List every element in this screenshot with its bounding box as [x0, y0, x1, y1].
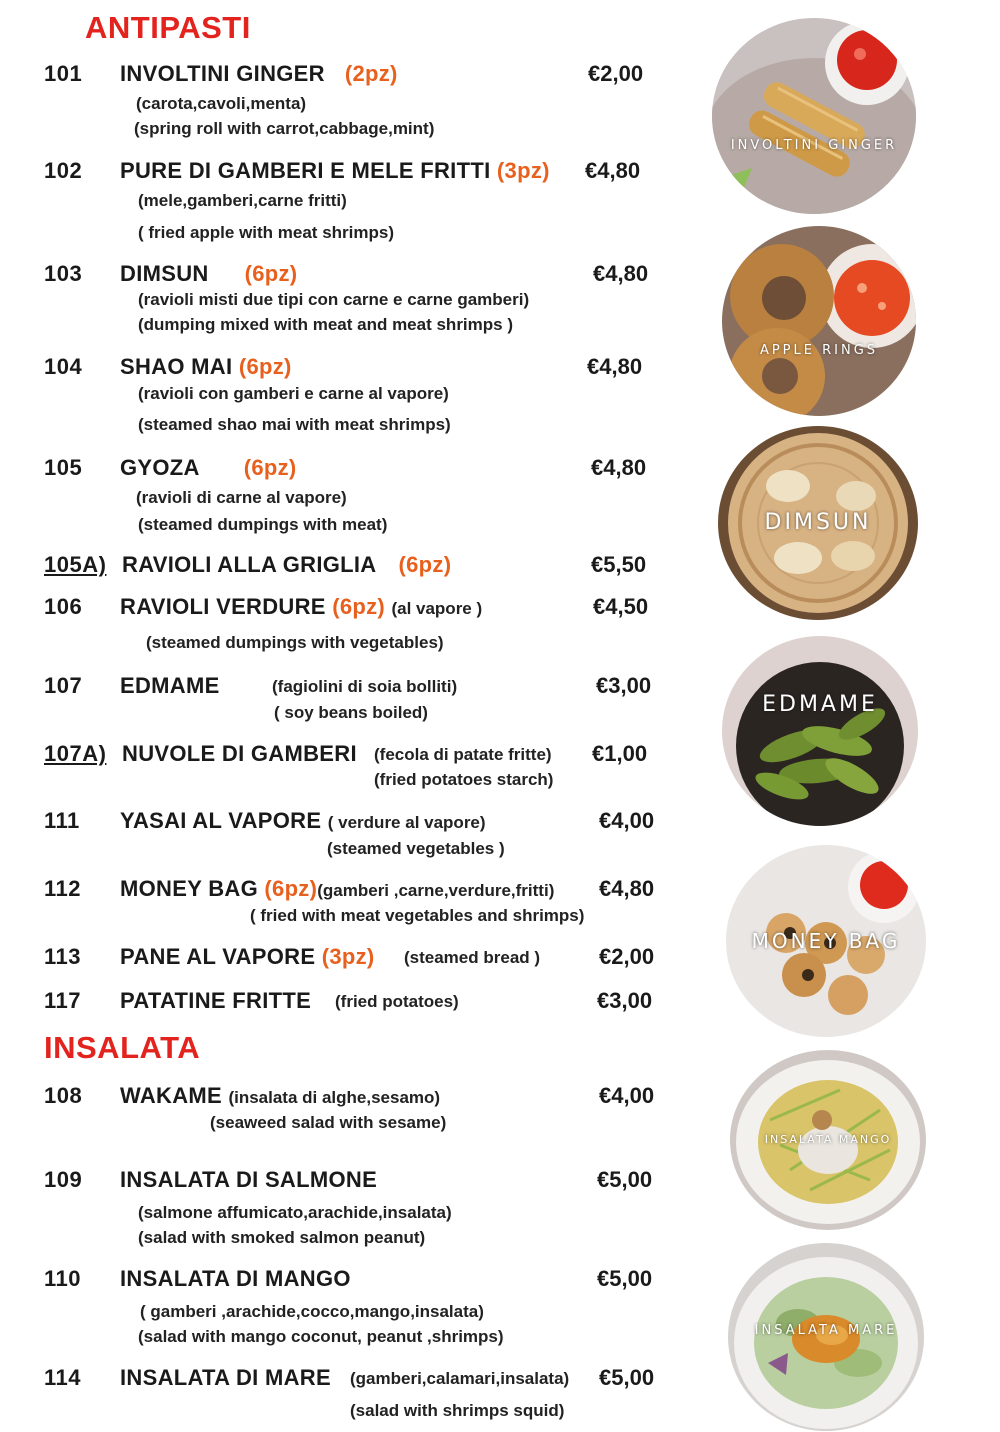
- item-inline-desc: (al vapore ): [391, 599, 483, 618]
- item-qty: (2pz): [344, 61, 398, 86]
- item-price: €4,80: [593, 261, 649, 286]
- item-desc-en: (salad with shrimps squid): [350, 1401, 565, 1420]
- item-name-text: PANE AL VAPORE: [120, 944, 316, 969]
- item-inline-desc: (insalata di alghe,sesamo): [228, 1088, 441, 1107]
- item-name-text: RAVIOLI ALLA GRIGLIA: [122, 552, 377, 577]
- item-name-text: GYOZA: [120, 455, 200, 480]
- item-code: 105: [44, 455, 83, 480]
- section-title-antipasti: ANTIPASTI: [85, 10, 251, 45]
- item-desc-en: (fried potatoes starch): [374, 770, 554, 789]
- item-desc-en: (salad with mango coconut, peanut ,shrimps): [138, 1327, 504, 1346]
- item-name: [122, 741, 357, 767]
- item-name: [120, 594, 482, 620]
- item-name: [120, 673, 220, 699]
- item-qty: (3pz): [321, 944, 375, 969]
- item-inline-desc: ( verdure al vapore): [327, 813, 486, 832]
- item-inline-desc: (gamberi,calamari,insalata): [350, 1369, 570, 1388]
- item-qty: (3pz): [496, 158, 550, 183]
- item-desc-it: (carota,cavoli,menta): [136, 94, 307, 113]
- item-code: 109: [44, 1167, 83, 1192]
- item-code: 112: [44, 876, 81, 901]
- item-code: 105A): [44, 552, 107, 577]
- item-name-text: YASAI AL VAPORE: [120, 808, 322, 833]
- item-code: 110: [44, 1266, 81, 1291]
- item-code: 106: [44, 594, 83, 619]
- photo-caption: INVOLTINI GINGER: [730, 138, 898, 153]
- item-desc-en: (steamed dumpings with meat): [138, 515, 388, 534]
- photo-caption: APPLE RINGS: [759, 343, 879, 358]
- food-photo-involtini: [712, 18, 916, 214]
- item-code: 101: [44, 61, 83, 86]
- item-name-text: WAKAME: [120, 1083, 223, 1108]
- item-inline-desc: (fried potatoes): [335, 992, 459, 1011]
- item-name: [120, 354, 292, 380]
- item-name: [120, 808, 486, 834]
- food-photo-dimsun: [718, 426, 918, 620]
- item-desc-en: ( fried apple with meat shrimps): [138, 223, 394, 242]
- item-desc-it: (ravioli di carne al vapore): [136, 488, 347, 507]
- item-desc-it: (ravioli misti due tipi con carne e carne gamberi): [138, 290, 530, 309]
- item-name-text: INSALATA DI SALMONE: [120, 1167, 378, 1192]
- item-desc-en: (steamed shao mai with meat shrimps): [138, 415, 451, 434]
- food-photo-insalata-mare: [728, 1243, 924, 1431]
- item-name: [120, 158, 550, 184]
- item-price: €4,00: [599, 808, 655, 833]
- item-name: [120, 1167, 377, 1193]
- item-price: €4,80: [585, 158, 641, 183]
- food-photo-apple-rings: [722, 226, 916, 416]
- item-name: [120, 876, 554, 902]
- item-code: 117: [44, 988, 81, 1013]
- item-code: 114: [44, 1365, 81, 1390]
- item-price: €4,80: [591, 455, 647, 480]
- item-desc-en: (salad with smoked salmon peanut): [138, 1228, 426, 1247]
- item-inline-desc: (fecola di patate fritte): [374, 745, 552, 764]
- item-desc-en: ( fried with meat vegetables and shrimps): [250, 906, 585, 925]
- item-price: €3,00: [597, 988, 653, 1013]
- item-name-text: SHAO MAI: [120, 354, 233, 379]
- item-inline-desc: (steamed bread ): [404, 948, 541, 967]
- item-name-text: RAVIOLI VERDURE: [120, 594, 326, 619]
- item-name-text: INVOLTINI GINGER: [120, 61, 325, 86]
- item-inline-desc: (gamberi ,carne,verdure,fritti): [317, 881, 555, 900]
- item-price: €4,50: [593, 594, 649, 619]
- item-name-text: MONEY BAG: [120, 876, 258, 901]
- item-qty: (6pz): [332, 594, 386, 619]
- item-price: €4,80: [587, 354, 643, 379]
- item-name-text: NUVOLE DI GAMBERI: [122, 741, 357, 766]
- item-name: [120, 61, 398, 87]
- item-qty: (6pz): [398, 552, 452, 577]
- photo-caption: INSALATA MANGO: [764, 1133, 892, 1146]
- item-name: [120, 1266, 351, 1292]
- item-price: €5,00: [597, 1266, 653, 1291]
- photo-caption: EDMAME: [762, 692, 878, 717]
- item-code: 108: [44, 1083, 83, 1108]
- item-name-text: DIMSUN: [120, 261, 209, 286]
- item-code: 111: [44, 808, 80, 833]
- item-desc-en: (steamed dumpings with vegetables): [146, 633, 444, 652]
- item-name: [120, 1083, 440, 1109]
- item-code: 104: [44, 354, 83, 379]
- item-code: 107A): [44, 741, 107, 766]
- food-photo-edmame: [722, 636, 918, 826]
- item-name-text: INSALATA DI MARE: [120, 1365, 331, 1390]
- item-price: €2,00: [599, 944, 655, 969]
- item-name: [120, 1365, 331, 1391]
- item-desc-en: (spring roll with carrot,cabbage,mint): [134, 119, 435, 138]
- item-inline-desc: (fagiolini di soia bolliti): [272, 677, 458, 696]
- item-price: €2,00: [588, 61, 644, 86]
- photo-caption: DIMSUN: [764, 510, 872, 535]
- item-name-text: PATATINE FRITTE: [120, 988, 312, 1013]
- item-name: [120, 944, 375, 970]
- item-desc-en: (steamed vegetables ): [327, 839, 505, 858]
- item-desc-en: (dumping mixed with meat and meat shrimps ): [138, 315, 513, 334]
- item-price: €5,00: [597, 1167, 653, 1192]
- item-name-text: PURE DI GAMBERI E MELE FRITTI: [120, 158, 491, 183]
- item-code: 102: [44, 158, 83, 183]
- item-qty: (6pz): [264, 876, 318, 901]
- item-qty: (6pz): [238, 354, 292, 379]
- item-qty: (6pz): [244, 261, 298, 286]
- item-name: [120, 261, 297, 287]
- item-price: €1,00: [592, 741, 648, 766]
- item-qty: (6pz): [243, 455, 297, 480]
- item-desc-en: (seaweed salad with sesame): [210, 1113, 447, 1132]
- item-price: €4,80: [599, 876, 655, 901]
- item-price: €5,00: [599, 1365, 655, 1390]
- item-name-text: INSALATA DI MANGO: [120, 1266, 351, 1291]
- item-name: [120, 988, 311, 1014]
- item-price: €4,00: [599, 1083, 655, 1108]
- item-code: 113: [44, 944, 81, 969]
- item-desc-it: (ravioli con gamberi e carne al vapore): [138, 384, 449, 403]
- item-price: €3,00: [596, 673, 652, 698]
- food-photo-insalata-mango: [730, 1050, 926, 1230]
- item-name: [122, 552, 451, 578]
- item-name: [120, 455, 297, 481]
- item-desc-it: (salmone affumicato,arachide,insalata): [138, 1203, 452, 1222]
- item-name-text: EDMAME: [120, 673, 220, 698]
- photo-caption: MONEY BAG: [751, 929, 901, 953]
- item-price: €5,50: [591, 552, 647, 577]
- food-photo-money-bag: [726, 845, 926, 1037]
- item-desc-it: ( gamberi ,arachide,cocco,mango,insalata): [140, 1302, 484, 1321]
- photo-caption: INSALATA MARE: [754, 1323, 898, 1338]
- item-desc-it: (mele,gamberi,carne fritti): [138, 191, 347, 210]
- item-code: 107: [44, 673, 83, 698]
- item-code: 103: [44, 261, 83, 286]
- section-title-insalata: INSALATA: [44, 1030, 201, 1065]
- item-desc-en: ( soy beans boiled): [274, 703, 428, 722]
